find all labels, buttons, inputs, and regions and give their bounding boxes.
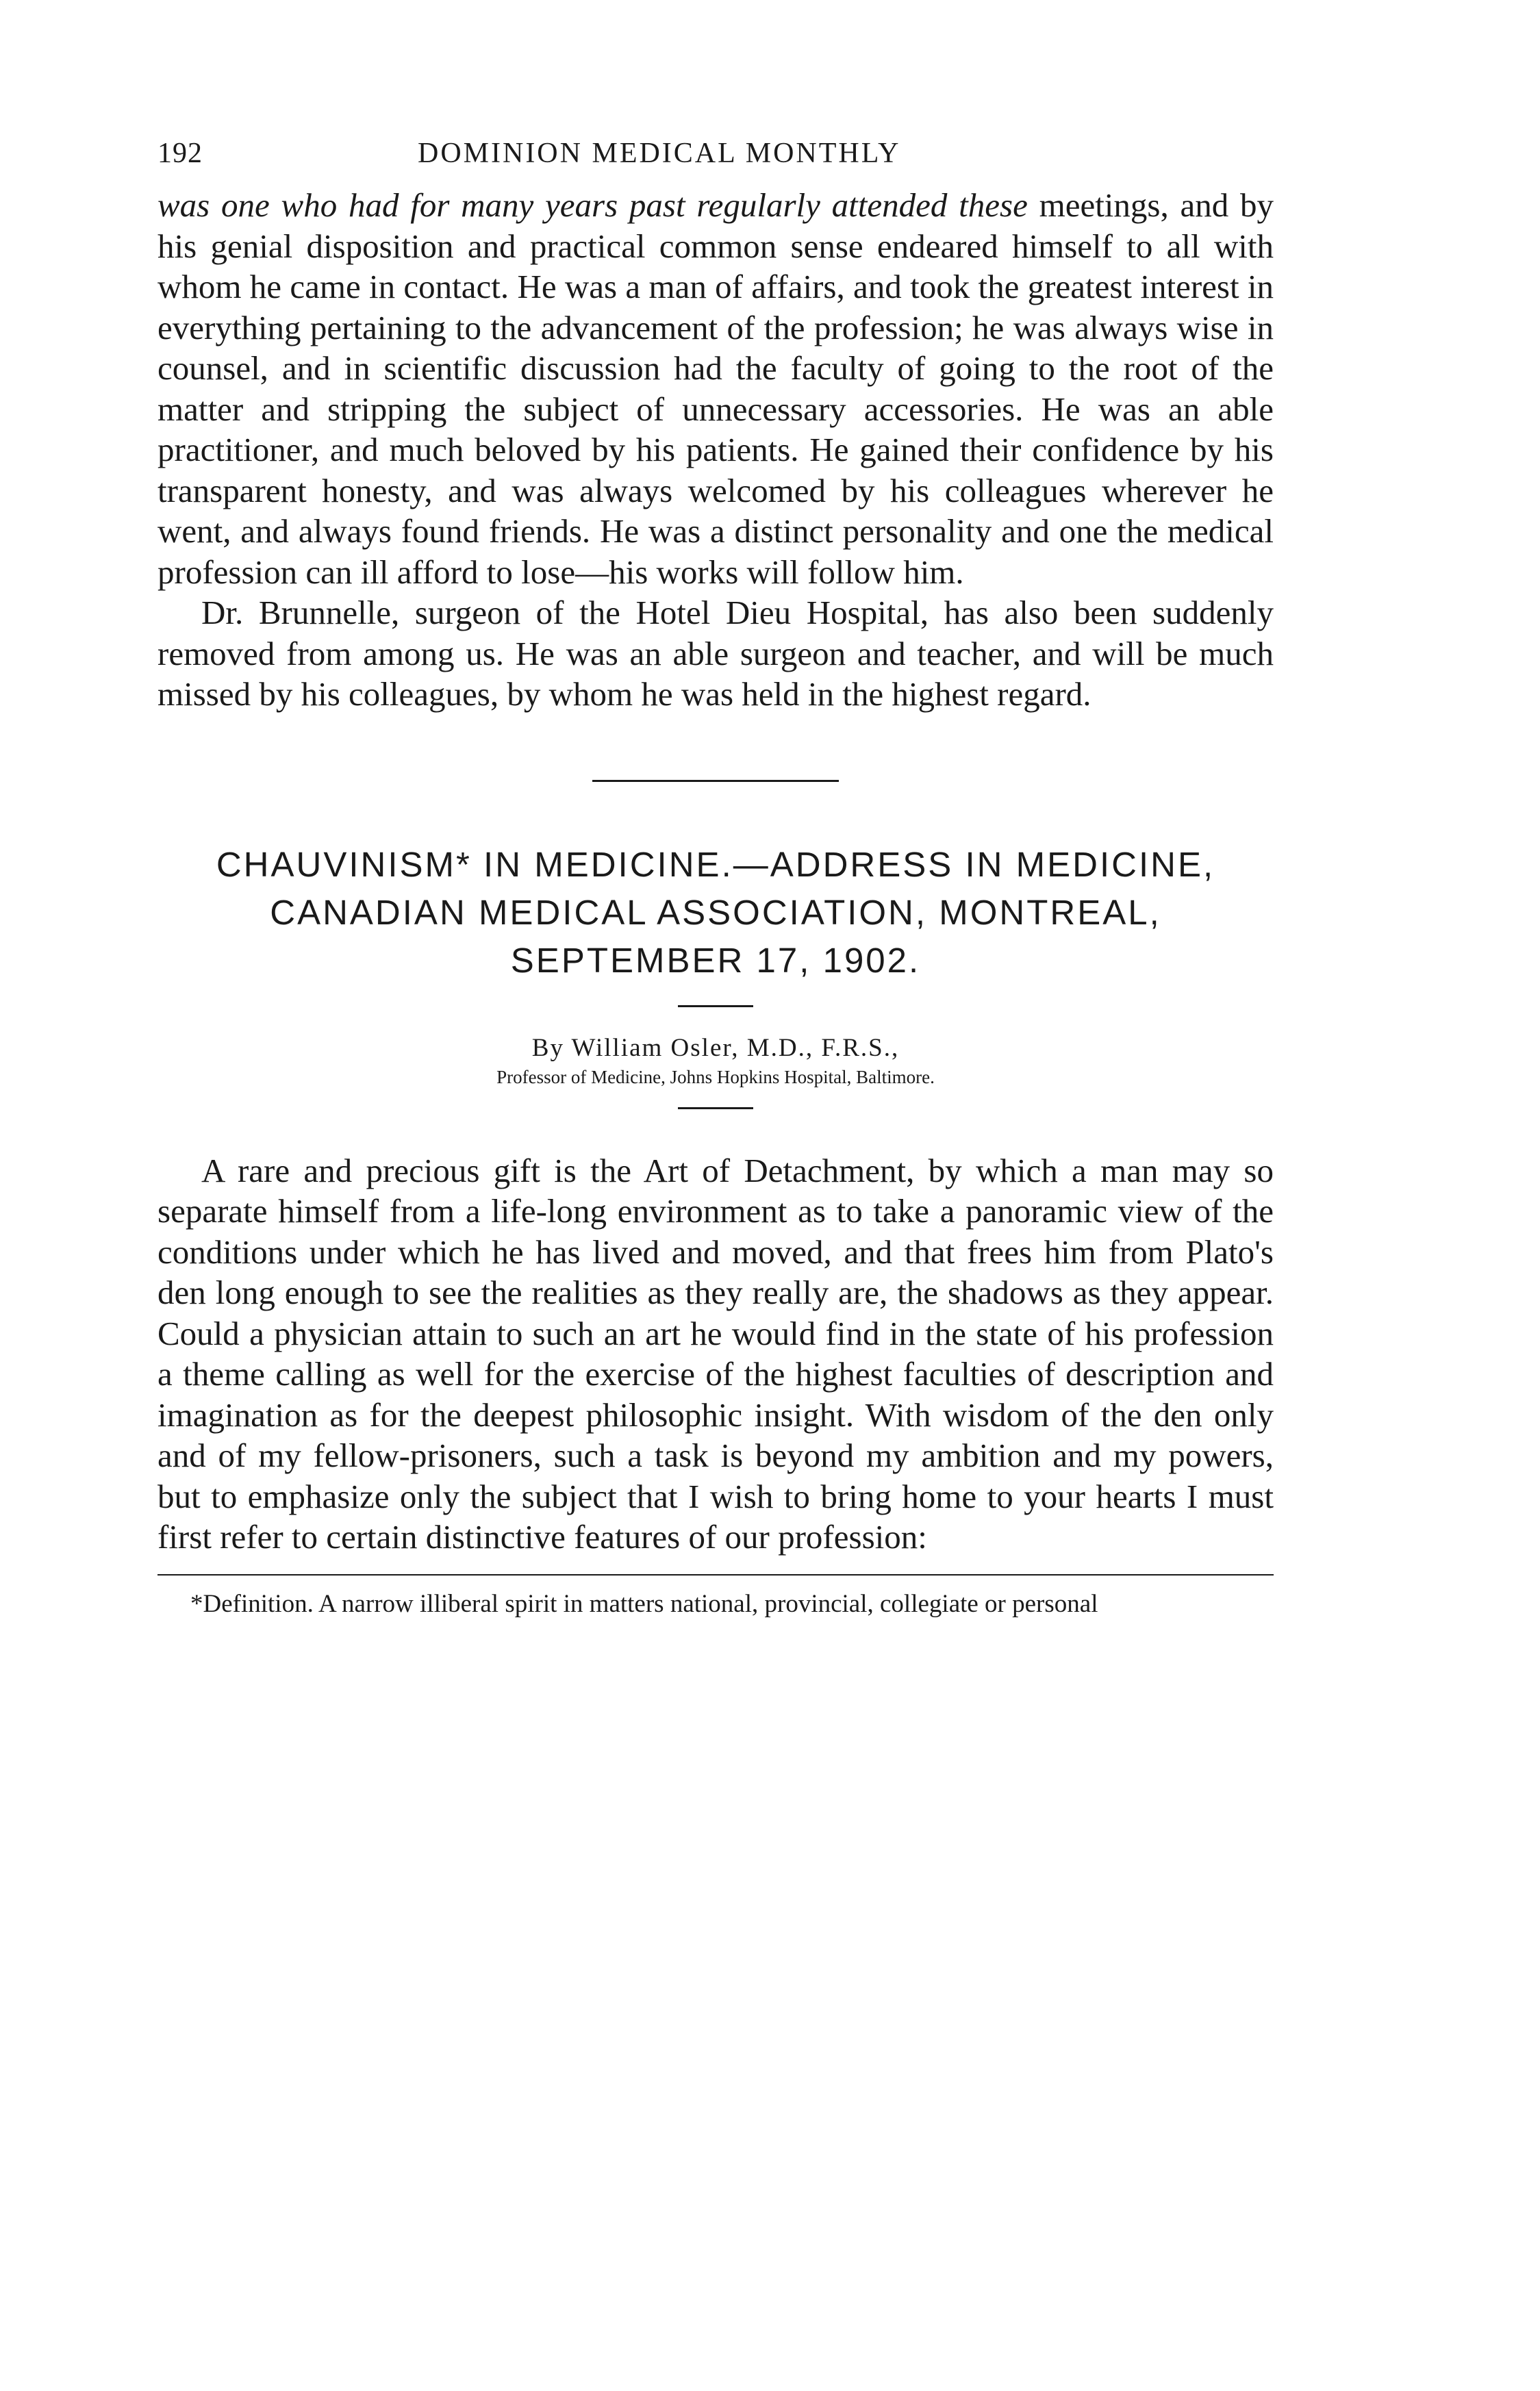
article-body — [157, 1150, 1274, 1558]
journal-title: DOMINION MEDICAL MONTHLY — [418, 138, 901, 169]
obituary-paragraph-2: Dr. Brunnelle, surgeon of the Hotel Dieu Hospital, has also been suddenly removed from among us. He was an able surgeon and teacher, and will be much missed by his colleagues, by whom he was held in the highest regard. — [157, 594, 1274, 713]
running-header — [157, 137, 1274, 185]
author-byline: By William Osler, M.D., F.R.S., — [531, 1033, 900, 1062]
footnote: *Definition. A narrow illiberal spirit in matters national, provincial, collegiate or personal — [190, 1589, 1098, 1618]
obituary-paragraph-1 — [157, 185, 1274, 592]
article-title-line-2: CANADIAN MEDICAL ASSOCIATION, MONTREAL, — [270, 892, 1161, 932]
byline-divider — [678, 1107, 753, 1109]
article-title-line-1: CHAUVINISM* IN MEDICINE.—ADDRESS IN MEDICINE, — [216, 844, 1215, 884]
obituary-section — [157, 185, 1274, 715]
author-affiliation: Professor of Medicine, Johns Hopkins Hospital, Baltimore. — [496, 1066, 935, 1087]
section-divider — [592, 780, 839, 782]
obituary-lead-italic: was one who had for many years past regularly attended these — [157, 186, 1028, 224]
obituary-paragraph-1-text: meetings, and by his genial disposition and practical common sense endeared himself to all with whom he came in contact. He was a man of affairs, and took the greatest interest in everything pertaining to the advancement of the profession; he was always wise in counsel, and in scientific discussion had the faculty of going to the root of the matter and stripping the subject of unnecessary accessories. He was an able practitioner, and much beloved by his patients. He gained their confidence by his transparent honesty, and was always welcomed by his colleagues wherever he went, and always found friends. He was a distinct personality and one the medical profession can ill afford to lose—his works will follow him. — [157, 186, 1274, 591]
page-number: 192 — [157, 138, 203, 169]
title-divider — [678, 1005, 753, 1007]
footnote-rule — [157, 1574, 1274, 1576]
intro-paragraph: A rare and precious gift is the Art of Detachment, by which a man may so separate himself from a life-long environment as to take a panoramic view of the conditions under which he has lived and moved, and that frees him from Plato's den long enough to see the realities as they really are, the shadows as they appear. Could a physician attain to such an art he would find in the state of his profession a theme calling as well for the exercise of the highest faculties of description and imagination as for the deepest philosophic insight. With wisdom of the den only and of my fellow-prisoners, such a task is beyond my ambition and my powers, but to emphasize only the subject that I wish to bring home to your hearts I must first refer to certain distinctive features of our profession: — [157, 1151, 1274, 1556]
article-title-line-3: SEPTEMBER 17, 1902. — [510, 940, 921, 980]
document-page — [157, 137, 1274, 1619]
article-title — [157, 841, 1274, 985]
